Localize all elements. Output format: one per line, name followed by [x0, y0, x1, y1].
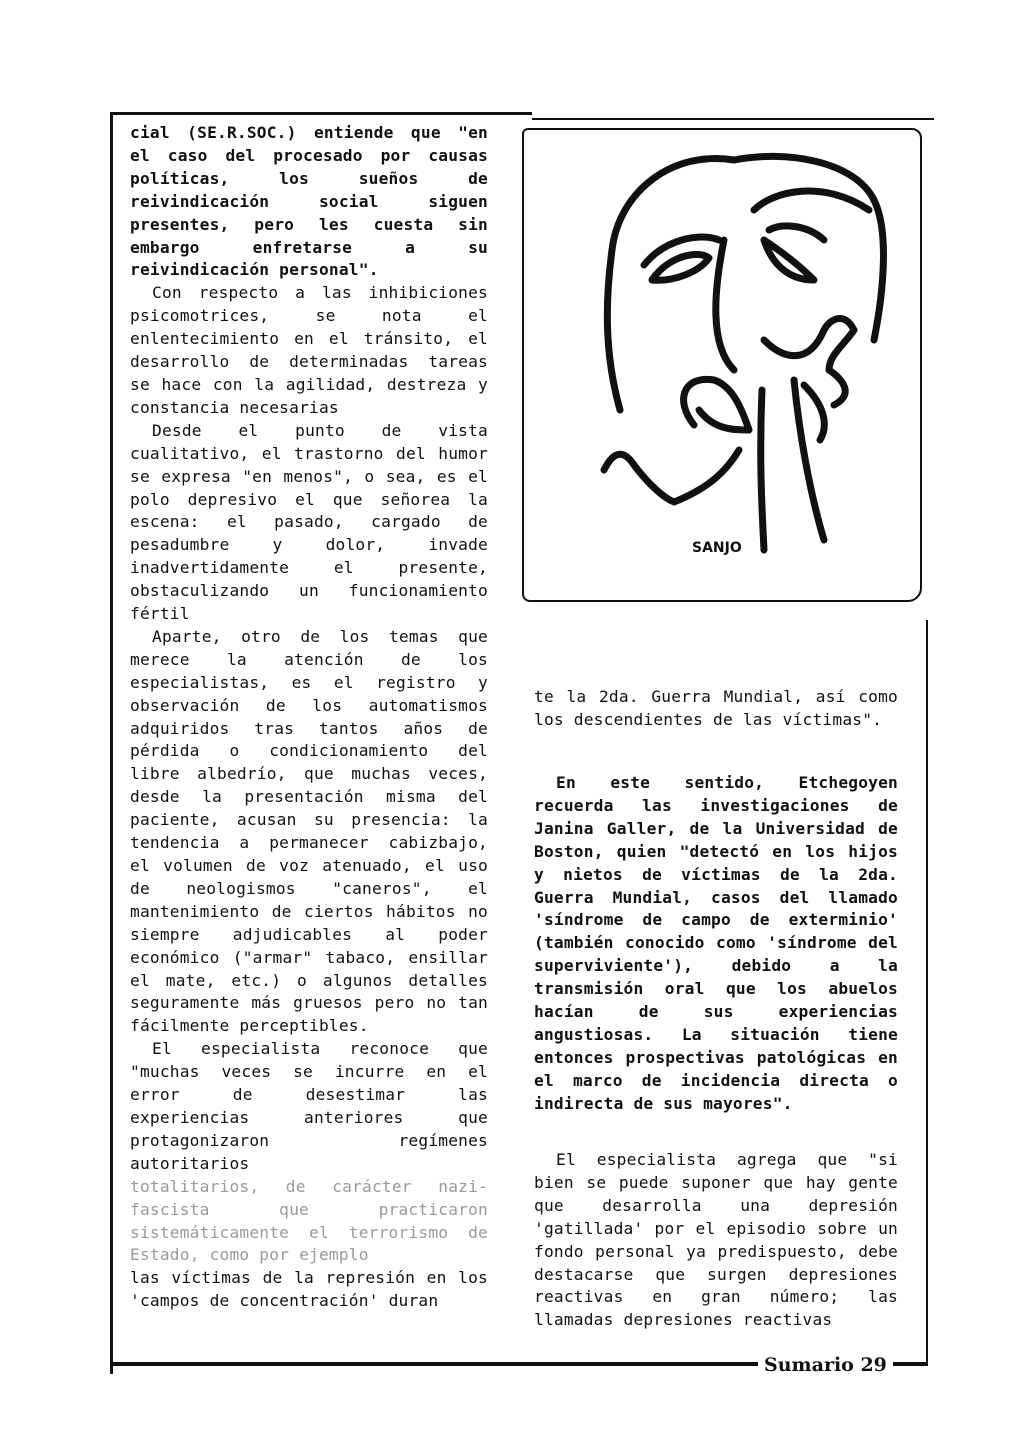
right-column-continued: [534, 772, 898, 1116]
right-rule: [926, 620, 928, 1366]
illustration-signature: SANJO: [692, 540, 742, 556]
paragraph: te la 2da. Guerra Mundial, así como los descendientes de las víctimas".: [534, 687, 898, 729]
paragraph: El especialista reconoce que "muchas veces se incurre en el error de desestimar las experiencias anteriores que protagonizaron regímenes autoritarios: [130, 1039, 488, 1173]
left-rule: [110, 112, 113, 1374]
right-column: [534, 686, 898, 732]
paragraph: En este sentido, Etchegoyen recuerda las investigaciones de Janina Galler, de la Universidad de Boston, quien "detectó en los hijos y nietos de víctimas de la 2da. Guerra Mundial, casos del llamado 'síndrome de campo de exterminio' (también conocido como 'síndrome del superviviente'), debido a la transmisión oral que los abuelos hacían de sus experiencias angustiosas. La situación tiene entonces prospectivas patológicas en el marco de incidencia directa o indirecta de sus mayores".: [534, 773, 898, 1113]
paragraph: El especialista agrega que "si bien se puede suponer que hay gente que desarrolla una depresión 'gatillada' por el episodio sobre un fondo personal ya predispuesto, debe destacarse que surgen depresiones reactivas en gran número; las llamadas depresiones reactivas: [534, 1150, 898, 1330]
faded-paragraph: totalitarios, de carácter nazi-fascista que practicaron sistemáticamente el terrorismo de Estado, como por ejemplo: [130, 1176, 488, 1265]
face-drawing-icon: [524, 130, 920, 600]
right-column-final: [534, 1149, 898, 1332]
top-rule-right: [532, 118, 934, 120]
top-rule: [112, 112, 532, 115]
paragraph: Desde el punto de vista cualitativo, el trastorno del humor se expresa "en menos", o sea, es el polo depresivo el que señorea la escena: el pasado, cargado de pesadumbre y dolor, invade inadvertidamente el presente, obstaculizando un funcionamiento fértil: [130, 420, 488, 624]
left-column: [130, 122, 488, 1313]
paragraph: cial (SE.R.SOC.) entiende que "en el caso del procesado por causas políticas, los sueños de reivindicación social siguen presentes, pero les cuesta sin embargo enfretarse a su reivindicación personal".: [130, 123, 488, 280]
paragraph: Aparte, otro de los temas que merece la atención de los especialistas, es el registro y observación de los automatismos adquiridos tras tantos años de pérdida o condicionamiento del libre albedrío, que muchas veces, desde la presentación misma del paciente, acusan su presencia: la tendencia a permanecer cabizbajo, el volumen de voz atenuado, el uso de neologismos "caneros", el mantenimiento de ciertos hábitos no siempre adjudicables al poder económico ("armar" tabaco, ensillar el mate, etc.) o algunos detalles seguramente más gruesos pero no tan fácilmente perceptibles.: [130, 626, 488, 1036]
illustration-frame: [522, 128, 922, 602]
page-footer: Sumario 29: [758, 1354, 893, 1376]
paragraph: Con respecto a las inhibiciones psicomotrices, se nota el enlentecimiento en el tránsito, el desarrollo de determinadas tareas se hace con la agilidad, destreza y constancia necesarias: [130, 283, 488, 417]
paragraph: las víctimas de la represión en los 'campos de concentración' duran: [130, 1268, 488, 1311]
